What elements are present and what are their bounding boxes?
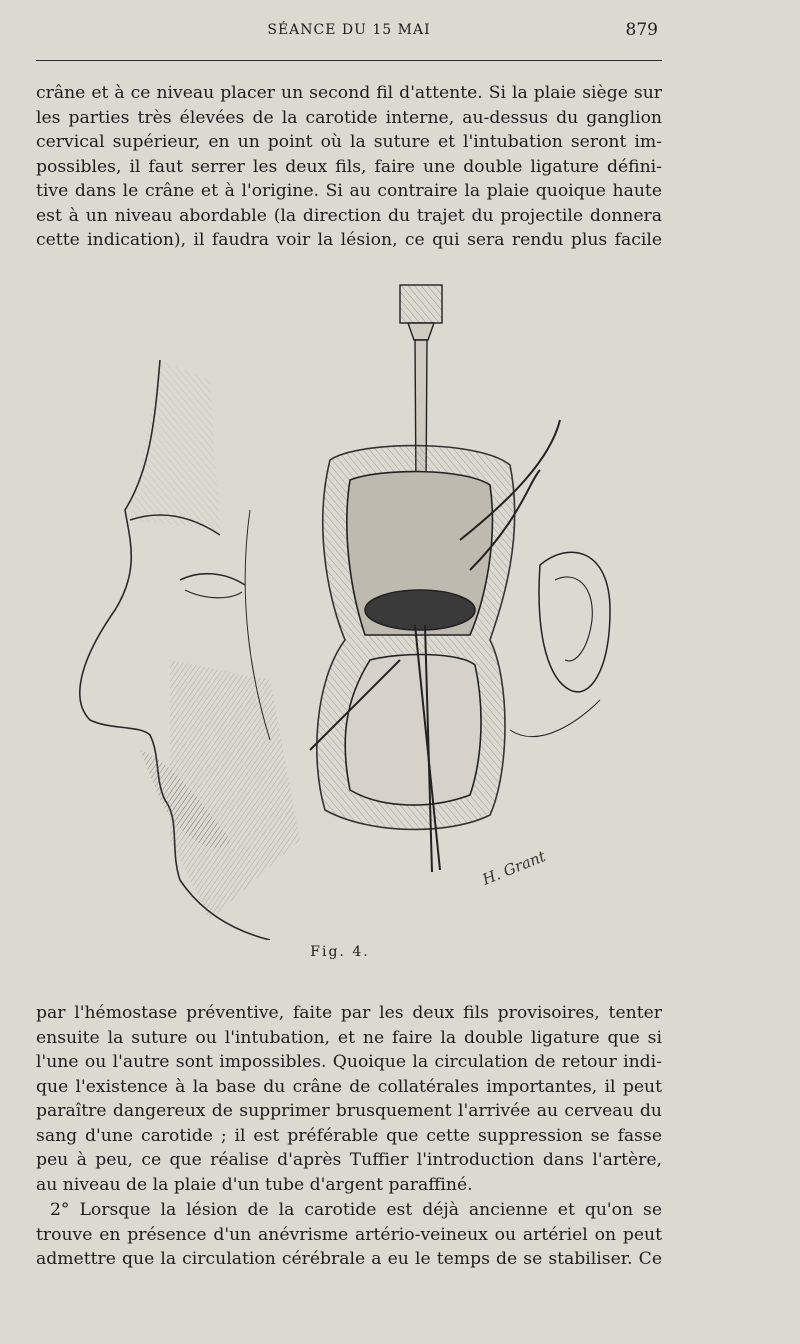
artist-signature: H. Grant <box>479 847 549 889</box>
figure-caption: Fig. 4. <box>310 944 370 960</box>
text-line: au niveau de la plaie d'un tube d'argent paraffiné. <box>36 1174 473 1195</box>
text-line: est à un niveau abordable (la direction du trajet du projectile donnera <box>36 205 662 226</box>
text-line: ensuite la suture ou l'intubation, et ne faire la double ligature que si <box>36 1027 662 1048</box>
text-line: les parties très élevées de la carotide interne, au-dessus du ganglion <box>36 107 662 128</box>
surgical-illustration <box>70 280 630 940</box>
text-line: que l'existence à la base du crâne de collatérales importantes, il peut <box>36 1076 662 1097</box>
text-line: tive dans le crâne et à l'origine. Si au contraire la plaie quoique haute <box>36 181 662 201</box>
page-number: 879 <box>625 20 658 40</box>
text-line: 2° Lorsque la lésion de la carotide est déjà ancienne et qu'on se <box>50 1200 662 1220</box>
text-line: paraître dangereux de supprimer brusquement l'arrivée au cerveau du <box>36 1101 662 1121</box>
text-line: l'une ou l'autre sont impossibles. Quoique la circulation de retour indi- <box>36 1052 662 1072</box>
header-rule <box>36 60 662 61</box>
running-head <box>36 20 662 46</box>
paragraph-2 <box>36 1001 662 1197</box>
text-line: trouve en présence d'un anévrisme artério-veineux ou artériel on peut <box>36 1224 662 1245</box>
paragraph-3 <box>36 1198 662 1272</box>
paragraph-1 <box>36 81 662 253</box>
text-line: crâne et à ce niveau placer un second fil d'attente. Si la plaie siège sur <box>36 83 662 103</box>
ear <box>510 552 610 736</box>
brow-hatching <box>130 360 220 530</box>
text-line: admettre que la circulation cérébrale a eu le temps de se stabiliser. Ce <box>36 1249 662 1269</box>
text-line: cette indication), il faudra voir la lésion, ce qui sera rendu plus facile <box>36 230 662 250</box>
text-line: par l'hémostase préventive, faite par les deux fils provisoires, tenter <box>36 1003 662 1023</box>
text-line: sang d'une carotide ; il est préférable que cette suppression se fasse <box>36 1125 662 1146</box>
text-line: possibles, il faut serrer les deux fils, faire une double ligature défini- <box>36 156 662 177</box>
text-line: peu à peu, ce que réalise d'après Tuffier l'introduction dans l'artère, <box>36 1150 662 1170</box>
text-line: cervical supérieur, en un point où la suture et l'intubation seront im- <box>36 132 662 152</box>
running-head-title: SÉANCE DU 15 MAI <box>267 22 431 38</box>
